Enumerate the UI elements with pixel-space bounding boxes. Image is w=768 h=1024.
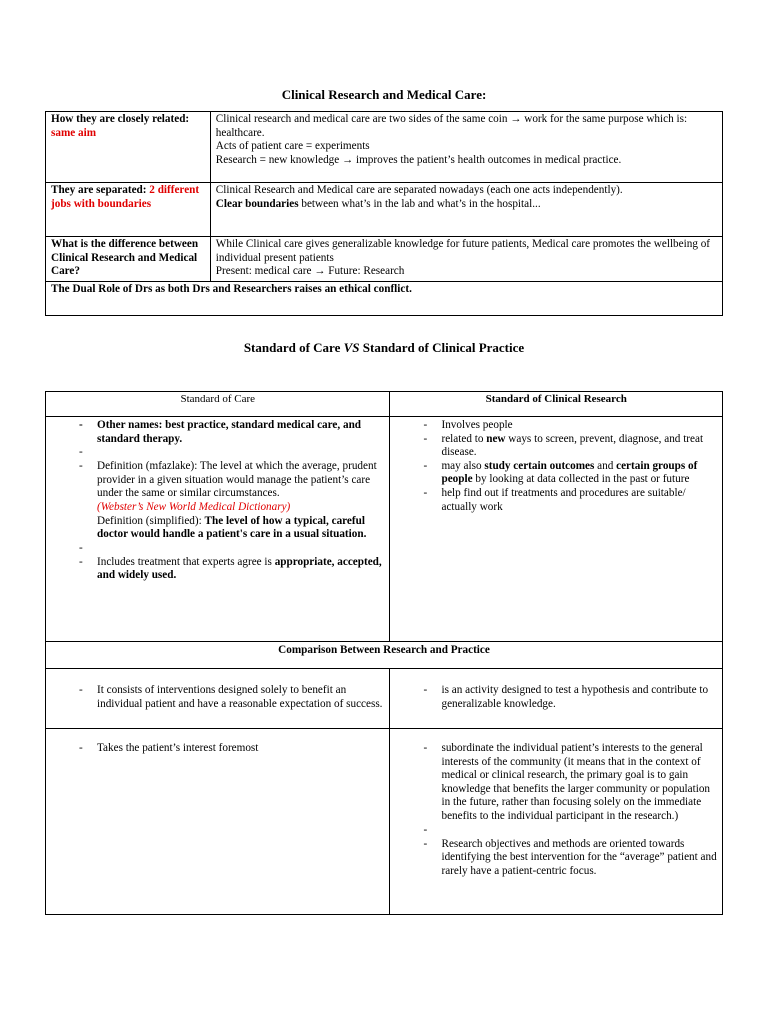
red-keyword: same aim (51, 126, 97, 139)
list-item: - may also study certain outcomes and certain groups of people by looking at data collected in the past or future (395, 460, 717, 487)
list-item: - subordinate the individual patient’s interests to the general interests of the community (it means that in the context of medical or clinical research, the primary goal is to gain knowledge that benefits the larger community or population in the future, rather than focusing solely on the immediate benefits to the individual participant in the research.) (395, 742, 717, 824)
list-item: - It consists of interventions designed solely to benefit an individual patient and have a reasonable expectation of success. (51, 684, 384, 711)
table-row (46, 112, 723, 183)
standard-of-care-table (45, 391, 723, 915)
practice-cell (46, 729, 390, 915)
research-cell (390, 669, 723, 729)
practice-cell (46, 669, 390, 729)
row-key-difference: What is the difference between Clinical Research and Medical Care? (46, 237, 211, 282)
section2-title: Standard of Care VS Standard of Clinical Practice (243, 340, 525, 355)
row-value-separated: Clinical Research and Medical care are separated nowadays (each one acts independently). Clear boundaries between what’s in the lab and what’s in the hospital... (210, 183, 722, 237)
red-keyword: 2 different jobs with boundaries (51, 184, 200, 210)
comparison-header: Comparison Between Research and Practice (46, 642, 723, 669)
dual-role-note: The Dual Role of Drs as both Drs and Researchers raises an ethical conflict. (46, 281, 723, 315)
row-key-related: How they are closely related: same aim (46, 112, 211, 183)
standard-of-care-cell (46, 417, 390, 642)
table-row (46, 281, 723, 315)
list-item: - Takes the patient’s interest foremost (51, 742, 384, 756)
list-item: - Involves people (395, 419, 717, 433)
list-item: - Other names: best practice, standard medical care, and standard therapy. (51, 419, 384, 446)
table-row (46, 729, 723, 915)
standard-of-clinical-research-cell (390, 417, 723, 642)
row-value-related: Clinical research and medical care are two sides of the same coin → work for the same purpose which is: healthcare. Acts of patient care = experiments Research = new knowledge → improves the patient’s health outcomes in medical practice. (210, 112, 722, 183)
row-key-separated: They are separated: 2 different jobs with boundaries (46, 183, 211, 237)
list-item: - help find out if treatments and procedures are suitable/ actually work (395, 487, 717, 514)
section1-title: Clinical Research and Medical Care: (281, 87, 487, 102)
column-header-standard-of-care: Standard of Care (46, 392, 390, 417)
list-item: - Includes treatment that experts agree is appropriate, accepted, and widely used. (51, 556, 384, 583)
research-cell (390, 729, 723, 915)
comparison-header-row (46, 642, 723, 669)
list-item: - Definition (mfazlake): The level at which the average, prudent provider in a given situation would manage the patient’s care under the same or similar circumstances. (Webster’s New World Medical Dictionary) Definition (simplified): The level of how a typical, careful doctor would handle a patient's care in a usual situation. (51, 460, 384, 542)
table-row (46, 237, 723, 282)
column-header-standard-of-clinical-research: Standard of Clinical Research (390, 392, 723, 417)
clinical-research-medical-care-table (45, 111, 723, 316)
list-item: - is an activity designed to test a hypothesis and contribute to generalizable knowledge. (395, 684, 717, 711)
table-header-row (46, 392, 723, 417)
list-item: - Research objectives and methods are oriented towards identifying the best intervention for the “average” patient and rarely have a patient-centric focus. (395, 838, 717, 879)
dictionary-citation: (Webster’s New World Medical Dictionary) (97, 500, 291, 513)
list-item: - related to new ways to screen, prevent, diagnose, and treat disease. (395, 433, 717, 460)
table-row (46, 417, 723, 642)
row-value-difference: While Clinical care gives generalizable knowledge for future patients, Medical care promotes the wellbeing of individual present patients Present: medical care → Future: Research (210, 237, 722, 282)
table-row (46, 669, 723, 729)
table-row (46, 183, 723, 237)
